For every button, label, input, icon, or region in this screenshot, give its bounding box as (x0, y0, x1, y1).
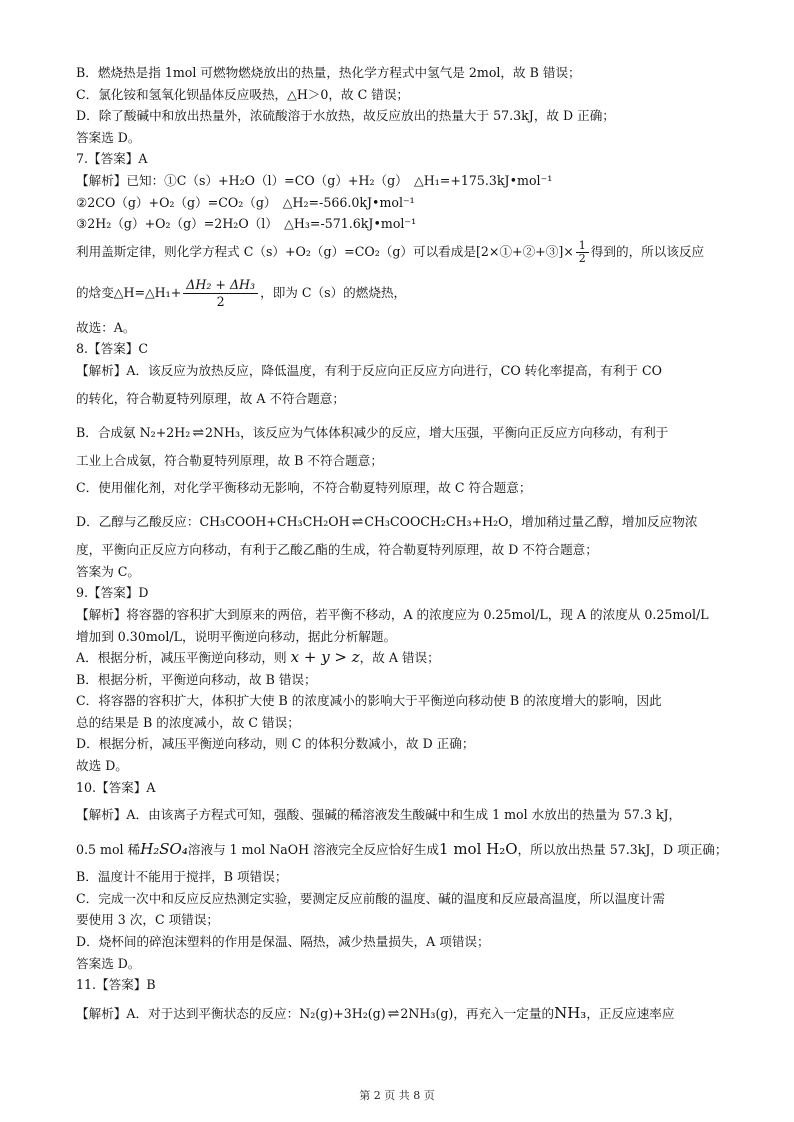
equilibrium-arrow-icon: ⇌ (192, 424, 204, 441)
text-segment: B．合成氨 N₂+2H₂ (76, 424, 191, 440)
text-line: C．将容器的容积扩大，体积扩大使 B 的浓度减小的影响大于平衡逆向移动使 B 的浓度增大的影响，因此 (76, 693, 662, 709)
text-line (76, 647, 726, 669)
text-line: C．完成一次中和反应反应热测定实验，要测定反应前酸的温度、碱的温度和反应最高温度，所以温度计需 (76, 890, 665, 906)
text-line: 答案为 C。 (76, 563, 141, 579)
fraction-enthalpy (183, 277, 258, 310)
fraction-one-half (576, 240, 589, 265)
text-segment: ，所以放出热量 57.3kJ，D 项正确； (517, 842, 728, 858)
text-line: B．燃烧热是指 1mol 可燃物燃烧放出的热量，热化学方程式中氢气是 2mol，故 B 错误； (76, 65, 581, 80)
text-segment: ，故 A 错误； (359, 650, 440, 666)
text-line: 【解析】A．由该离子方程式可知，强酸、强碱的稀溶液发生酸碱中和生成 1 mol 水放出的热量为 57.3 kJ， (76, 807, 682, 823)
fraction-denominator: 2 (578, 251, 586, 265)
text-segment: 2NH₃(g)，再充入一定量的 (400, 1005, 555, 1021)
text-line: 工业上合成氨，符合勒夏特列原理，故 B 不符合题意； (76, 452, 383, 468)
formula-h2o: 1 mol H₂O (439, 840, 518, 859)
text-segment: 0.5 mol 稀 (76, 842, 141, 858)
text-line: 答案选 D。 (76, 955, 141, 971)
text-line: 度，平衡向正反应方向移动，有利于乙酸乙酯的生成，符合勒夏特列原理，故 D 不符合题意； (76, 542, 598, 558)
text-line: B．根据分析，平衡逆向移动，故 B 错误； (76, 671, 317, 687)
text-line: B．温度计不能用于搅拌，B 项错误； (76, 869, 288, 885)
fraction-denominator: 2 (216, 293, 225, 309)
question-7-answer: 7.【答案】A (76, 151, 148, 167)
question-8-answer: 8.【答案】C (76, 341, 149, 357)
text-line: ②2CO（g）+O₂（g）=CO₂（g） △H₂=-566.0kJ•mol⁻¹ (76, 194, 415, 210)
text-line: D．除了酸碱中和放出热量外，浓硫酸溶于水放热，故反应放出的热量大于 57.3kJ，故 D 正确； (76, 108, 615, 124)
text-segment: 得到的，所以该反应 (590, 243, 705, 259)
text-line: 【解析】将容器的容积扩大到原来的两倍，若平衡不移动，A 的浓度应为 0.25mol/L，现 A 的浓度从 0.25mol/L (76, 606, 709, 622)
question-10-answer: 10.【答案】A (76, 779, 156, 795)
fraction-numerator: 1 (576, 240, 589, 253)
text-segment: ，正反应速率应 (586, 1005, 675, 1021)
text-line (76, 235, 726, 269)
text-line: 故选 D。 (76, 758, 128, 774)
equilibrium-arrow-icon: ⇌ (387, 1005, 399, 1022)
page-footer: 第 2 页 共 8 页 (359, 1089, 435, 1102)
text-line: ③2H₂（g）+O₂（g）=2H₂O（l） △H₃=-571.6kJ•mol⁻¹ (76, 216, 417, 232)
text-segment: 【解析】A．对于达到平衡状态的反应：N₂(g)+3H₂(g) (76, 1005, 386, 1021)
text-line: C．使用催化剂，对化学平衡移动无影响，不符合勒夏特列原理，故 C 符合题意； (76, 480, 532, 496)
text-line: 总的结果是 B 的浓度减小，故 C 错误； (76, 714, 300, 730)
text-segment: CH₃COOCH₂CH₃+H₂O，增加稍过量乙醇，增加反应物浓 (364, 514, 698, 530)
formula-h2so4: H₂SO₄ (140, 840, 188, 859)
text-line: 【解析】A．该反应为放热反应，降低温度，有利于反应向正反应方向进行，CO 转化率提高，有利于 CO (76, 362, 662, 378)
answer-text-block (76, 62, 726, 1030)
text-segment: 溶液与 1 mol NaOH 溶液完全反应恰好生成 (187, 842, 440, 858)
question-11-answer: 11.【答案】B (76, 977, 156, 993)
text-segment: 的焓变△H=△H₁+ (76, 284, 182, 300)
text-line (76, 269, 726, 317)
text-line: D．烧杯间的碎泡沫塑料的作用是保温、隔热，减少热量损失，A 项错误； (76, 934, 490, 950)
text-line: 要使用 3 次，C 项错误； (76, 912, 220, 928)
text-line (76, 996, 726, 1030)
text-line: 的转化，符合勒夏特列原理，故 A 不符合题意； (76, 390, 345, 406)
equilibrium-arrow-icon: ⇌ (351, 514, 363, 531)
text-segment: D．乙醇与乙酸反应：CH₃COOH+CH₃CH₂OH (76, 514, 350, 530)
text-segment: A．根据分析，减压平衡逆向移动，则 (76, 650, 287, 666)
formula-nh3: NH₃ (554, 1003, 587, 1022)
text-line (76, 832, 726, 866)
text-segment: 2NH₃，该反应为气体体积减少的反应，增大压强，平衡向正反应方向移动，有利于 (205, 424, 669, 440)
text-line: C．氯化铵和氢氧化钡晶体反应吸热，△H＞0，故 C 错误； (76, 86, 410, 102)
text-line: D．根据分析，减压平衡逆向移动，则 C 的体积分数减小，故 D 正确； (76, 736, 475, 752)
fraction-numerator: ΔH₂ + ΔH₃ (183, 277, 258, 294)
text-segment: ，即为 C（s）的燃烧热， (260, 284, 407, 300)
text-line: 答案选 D。 (76, 129, 141, 145)
text-line: 故选：A。 (76, 319, 136, 335)
text-line: 增加到 0.30mol/L，说明平衡逆向移动，据此分析解题。 (76, 628, 397, 644)
text-line (76, 416, 726, 450)
inequality-expression: x + y > z (290, 648, 360, 667)
text-segment: 利用盖斯定律，则化学方程式 C（s）+O₂（g）=CO₂（g）可以看成是[2×①+②+③]× (76, 243, 574, 259)
text-line: 【解析】已知：①C（s）+H₂O（l）=CO（g）+H₂（g） △H₁=+175.3kJ•mol⁻¹ (76, 172, 553, 188)
text-line (76, 505, 726, 539)
question-9-answer: 9.【答案】D (76, 585, 149, 601)
